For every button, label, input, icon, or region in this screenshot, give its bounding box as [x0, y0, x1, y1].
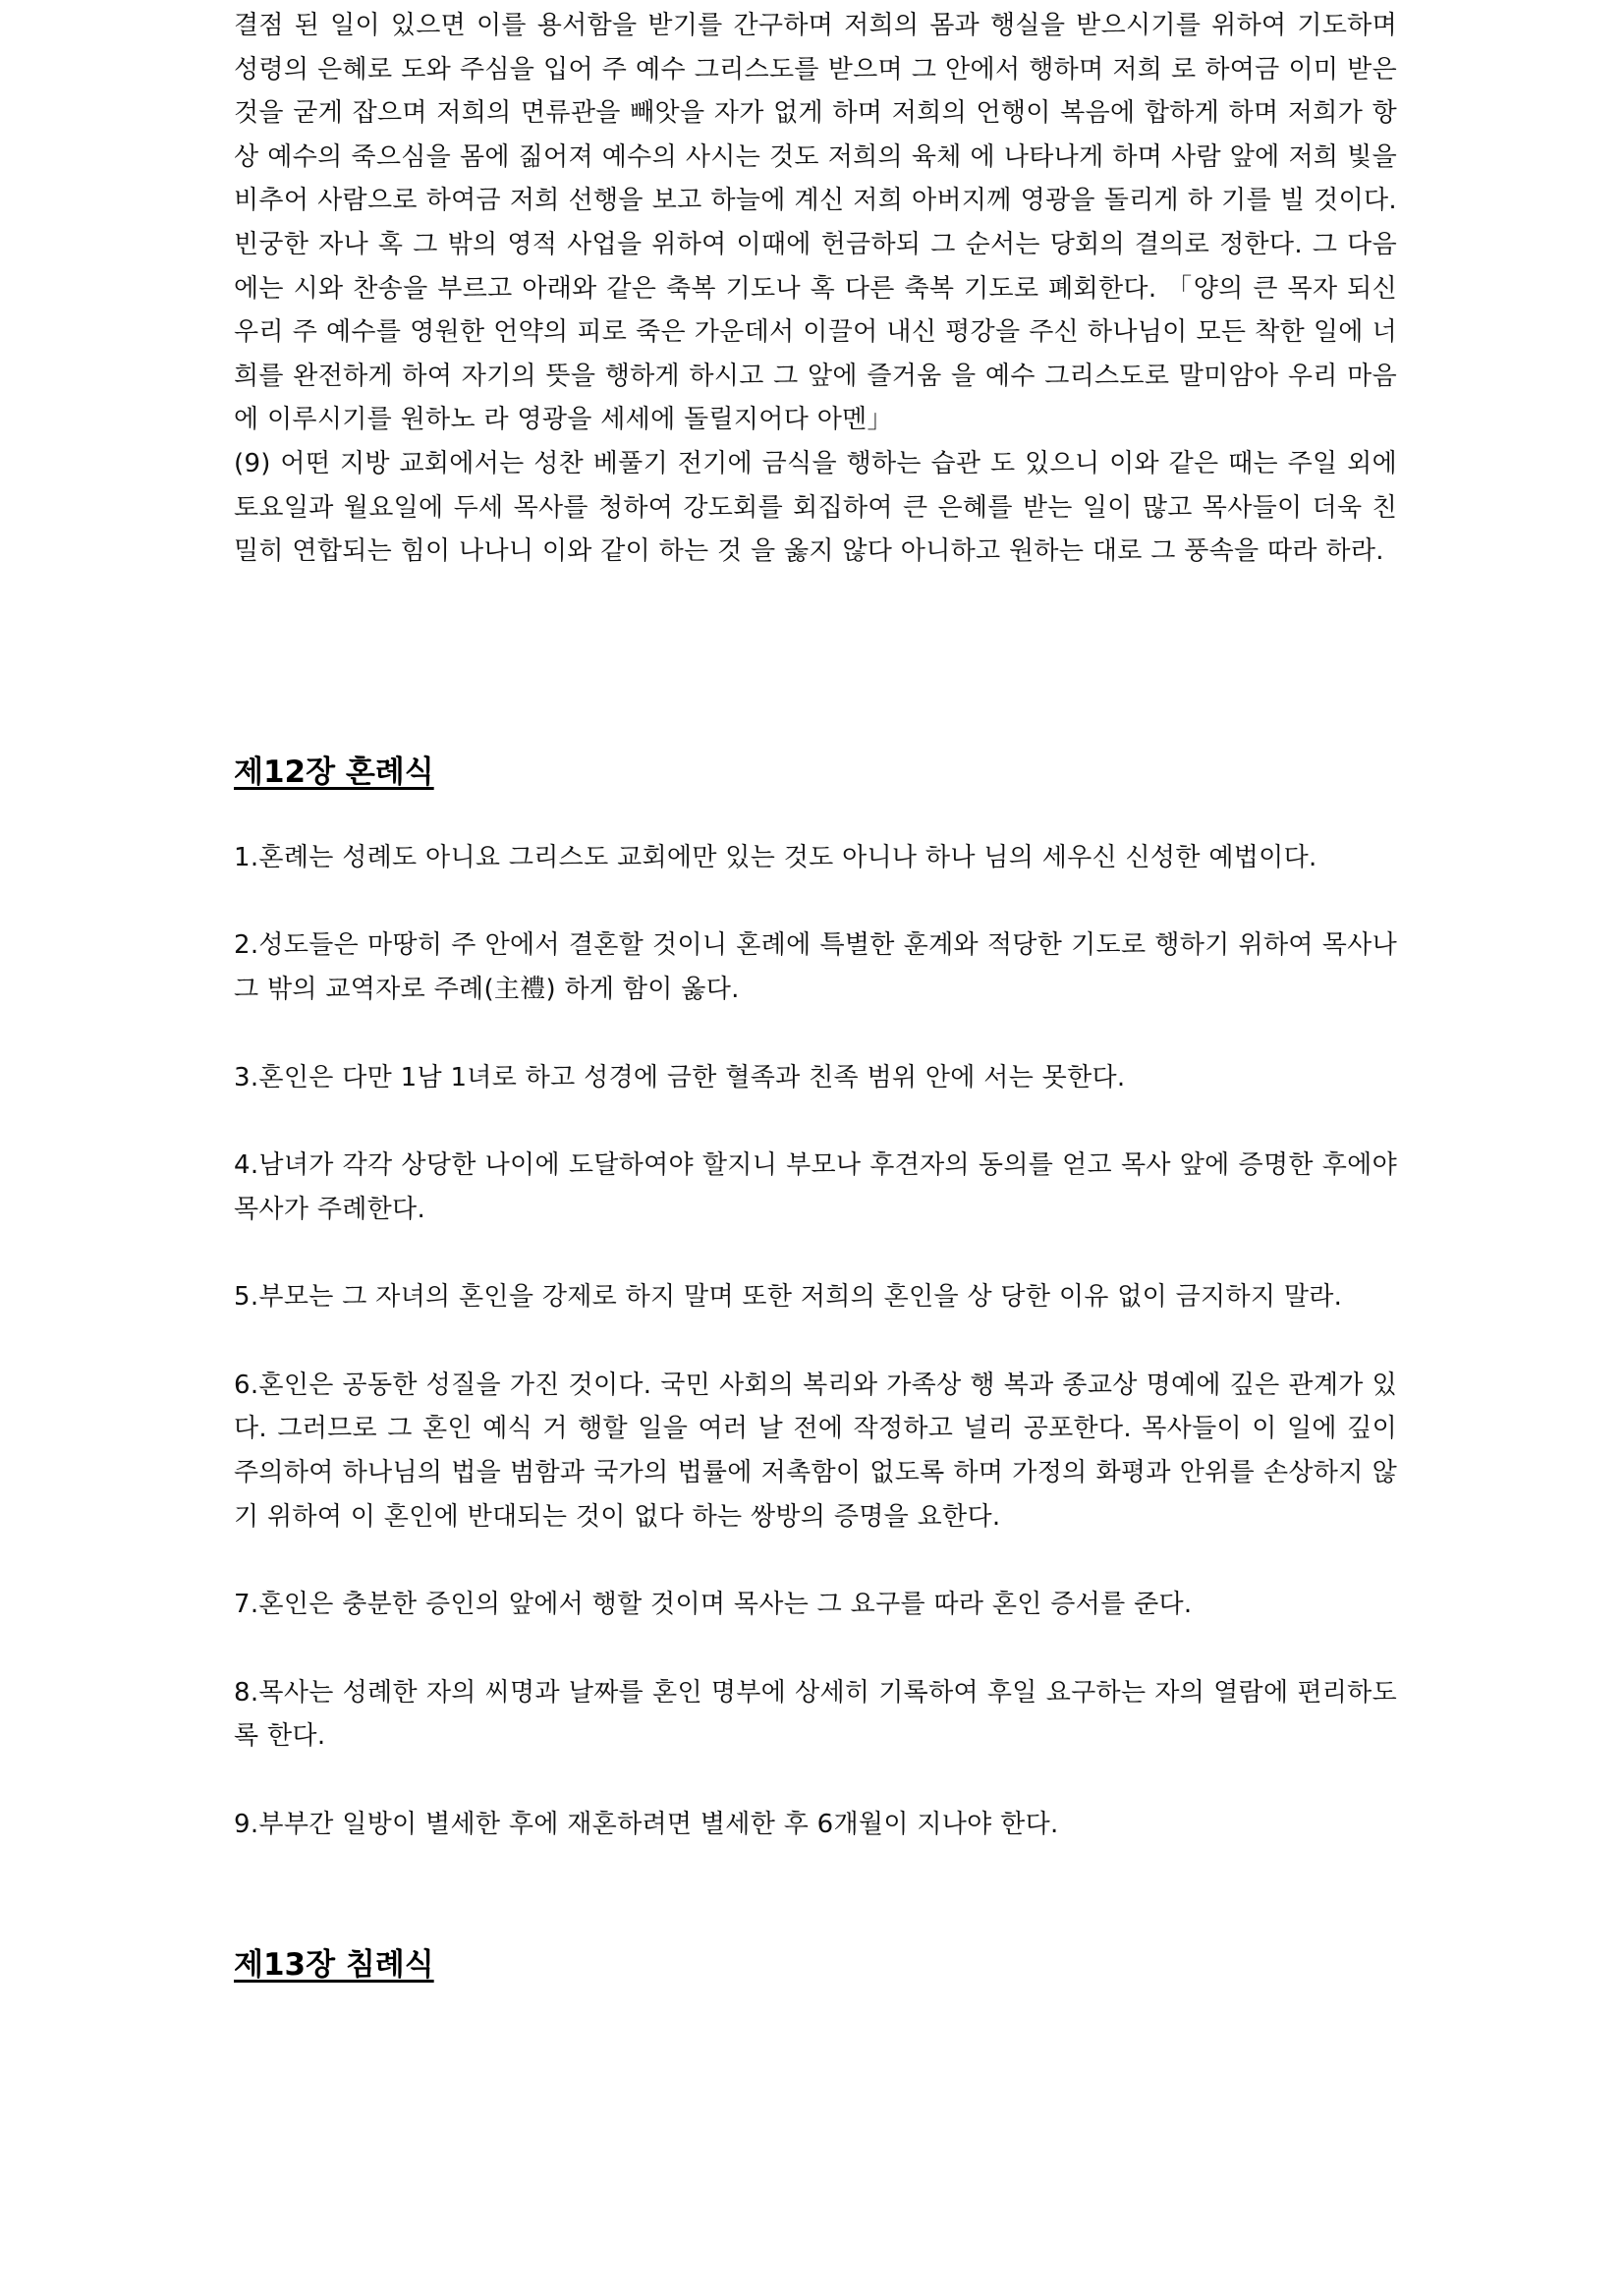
page-content [234, 4, 1397, 1985]
list-item: 6.혼인은 공동한 성질을 가진 것이다. 국민 사회의 복리와 가족상 행 복과 종교상 명예에 깊은 관계가 있다. 그러므로 그 혼인 예식 거 행할 일을 여러 날 전에 작정하고 널리 공포한다. 목사들이 이 일에 깊이 주의하여 하나님의 법을 범함과 국가의 법률에 저촉함이 없도록 하며 가정의 화평과 안위를 손상하지 않기 위하여 이 혼인에 반대되는 것이 없다 하는 쌍방의 증명을 요한다. [234, 1370, 1397, 1532]
chapter-13-title: 제13장 침례식 [234, 1946, 434, 1983]
list-item: 3.혼인은 다만 1남 1녀로 하고 성경에 금한 혈족과 친족 범위 안에 서는 못한다. [234, 1062, 1126, 1092]
chapter-12-items [234, 836, 1397, 1847]
list-item: 2.성도들은 마땅히 주 안에서 결혼할 것이니 혼례에 특별한 훈계와 적당한 기도로 행하기 위하여 목사나 그 밖의 교역자로 주례(主禮) 하게 함이 옳다. [234, 930, 1397, 1004]
list-item: 7.혼인은 충분한 증인의 앞에서 행할 것이며 목사는 그 요구를 따라 혼인 증서를 준다. [234, 1590, 1193, 1620]
continued-paragraph: 결점 된 일이 있으면 이를 용서함을 받기를 간구하며 저희의 몸과 행실을 받으시기를 위하여 기도하며 성령의 은혜로 도와 주심을 입어 주 예수 그리스도를 받으며 그 안에서 행하며 저희 로 하여금 이미 받은 것을 굳게 잡으며 저희의 면류관을 빼앗을 자가 없게 하며 저희의 언행이 복음에 합하게 하며 저희가 항상 예수의 죽으심을 몸에 짊어져 예수의 사시는 것도 저희의 육체 에 나타나게 하며 사람 앞에 저희 빛을 비추어 사람으로 하여금 저희 선행을 보고 하늘에 계신 저희 아버지께 영광을 돌리게 하 기를 빌 것이다. 빈궁한 자나 혹 그 밖의 영적 사업을 위하여 이때에 헌금하되 그 순서는 당회의 결의로 정한다. 그 다음에는 시와 찬송을 부르고 아래와 같은 축복 기도나 혹 다른 축복 기도로 폐회한다. 「양의 큰 목자 되신 우리 주 예수를 영원한 언약의 피로 죽은 가운데서 이끌어 내신 평강을 주신 하나님이 모든 착한 일에 너 희를 완전하게 하여 자기의 뜻을 행하게 하시고 그 앞에 즐거움 을 예수 그리스도로 말미암아 우리 마음에 이루시기를 원하노 라 영광을 세세에 돌릴지어다 아멘」 [234, 11, 1397, 435]
list-item: 4.남녀가 각각 상당한 나이에 도달하여야 할지니 부모나 후견자의 동의를 얻고 목사 앞에 증명한 후에야 목사가 주례한다. [234, 1150, 1397, 1224]
list-item: 5.부모는 그 자녀의 혼인을 강제로 하지 말며 또한 저희의 혼인을 상 당한 이유 없이 금지하지 말라. [234, 1282, 1343, 1313]
list-item: 1.혼례는 성례도 아니요 그리스도 교회에만 있는 것도 아니나 하나 님의 세우신 신성한 예법이다. [234, 842, 1317, 872]
list-item: 9.부부간 일방이 별세한 후에 재혼하려면 별세한 후 6개월이 지나야 한다. [234, 1810, 1059, 1840]
chapter-12-title: 제12장 혼례식 [234, 754, 434, 790]
list-item: 8.목사는 성례한 자의 씨명과 날짜를 혼인 명부에 상세히 기록하여 후일 요구하는 자의 열람에 편리하도록 한다. [234, 1677, 1397, 1752]
note-paragraph: (9) 어떤 지방 교회에서는 성찬 베풀기 전기에 금식을 행하는 습관 도 있으니 이와 같은 때는 주일 외에 토요일과 월요일에 두세 목사를 청하여 강도회를 회집하여 큰 은혜를 받는 일이 많고 목사들이 더욱 친밀히 연합되는 힘이 나나니 이와 같이 하는 것 을 옳지 않다 아니하고 원하는 대로 그 풍속을 따라 하라. [234, 448, 1397, 567]
